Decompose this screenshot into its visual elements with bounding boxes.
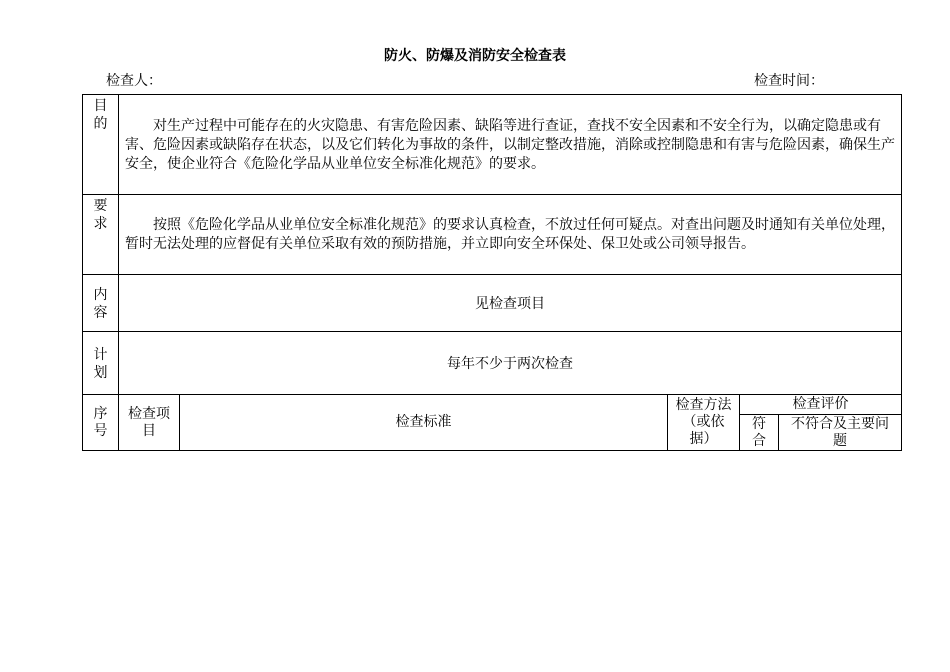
header-row-1: [83, 395, 902, 415]
inspector-label: 检查人：: [106, 73, 162, 89]
standard-header: 检查标准: [180, 395, 668, 451]
purpose-label-cell: [83, 95, 119, 195]
method-header-cell: [668, 395, 740, 451]
plan-label-cell: [83, 332, 119, 395]
requirement-row: [83, 195, 902, 275]
seq-header: 序号: [93, 405, 108, 439]
item-header-cell: [119, 395, 180, 451]
nonconform-header-cell: [779, 415, 902, 451]
content-label-cell: [83, 275, 119, 332]
item-header: 检查项目: [128, 405, 170, 439]
plan-label: 计划: [93, 347, 108, 381]
requirement-label-cell: [83, 195, 119, 275]
purpose-row: [83, 95, 902, 195]
requirement-text: 按照《危险化学品从业单位安全标准化规范》的要求认真检查，不放过任何可疑点。对查出问题及时通知有关单位处理，暂时无法处理的应督促有关单位采取有效的预防措施，并立即向安全环保处、保卫处或公司领导报告。: [119, 195, 902, 275]
seq-header-cell: [83, 395, 119, 451]
requirement-label: 要求: [93, 198, 108, 232]
content-row: [83, 275, 902, 332]
content-label: 内容: [93, 287, 108, 321]
plan-text: 每年不少于两次检查: [119, 332, 902, 395]
method-header: 检查方法（或依据）: [675, 397, 732, 447]
conform-header-cell: [740, 415, 779, 451]
form-title: 防火、防爆及消防安全检查表: [384, 48, 566, 64]
plan-row: [83, 332, 902, 395]
conform-header: 符合: [752, 415, 766, 449]
evaluation-header: 检查评价: [740, 395, 902, 415]
content-text: 见检查项目: [119, 275, 902, 332]
nonconform-header: 不符合及主要问题: [791, 415, 889, 449]
purpose-label: 目的: [93, 98, 108, 132]
inspection-time-label: 检查时间：: [754, 73, 824, 89]
inspection-form-table: [82, 94, 902, 451]
purpose-text: 对生产过程中可能存在的火灾隐患、有害危险因素、缺陷等进行查证，查找不安全因素和不安全行为，以确定隐患或有害、危险因素或缺陷存在状态，以及它们转化为事故的条件，以制定整改措施，消除或控制隐患和有害与危险因素，确保生产安全，使企业符合《危险化学品从业单位安全标准化规范》的要求。: [119, 95, 902, 195]
